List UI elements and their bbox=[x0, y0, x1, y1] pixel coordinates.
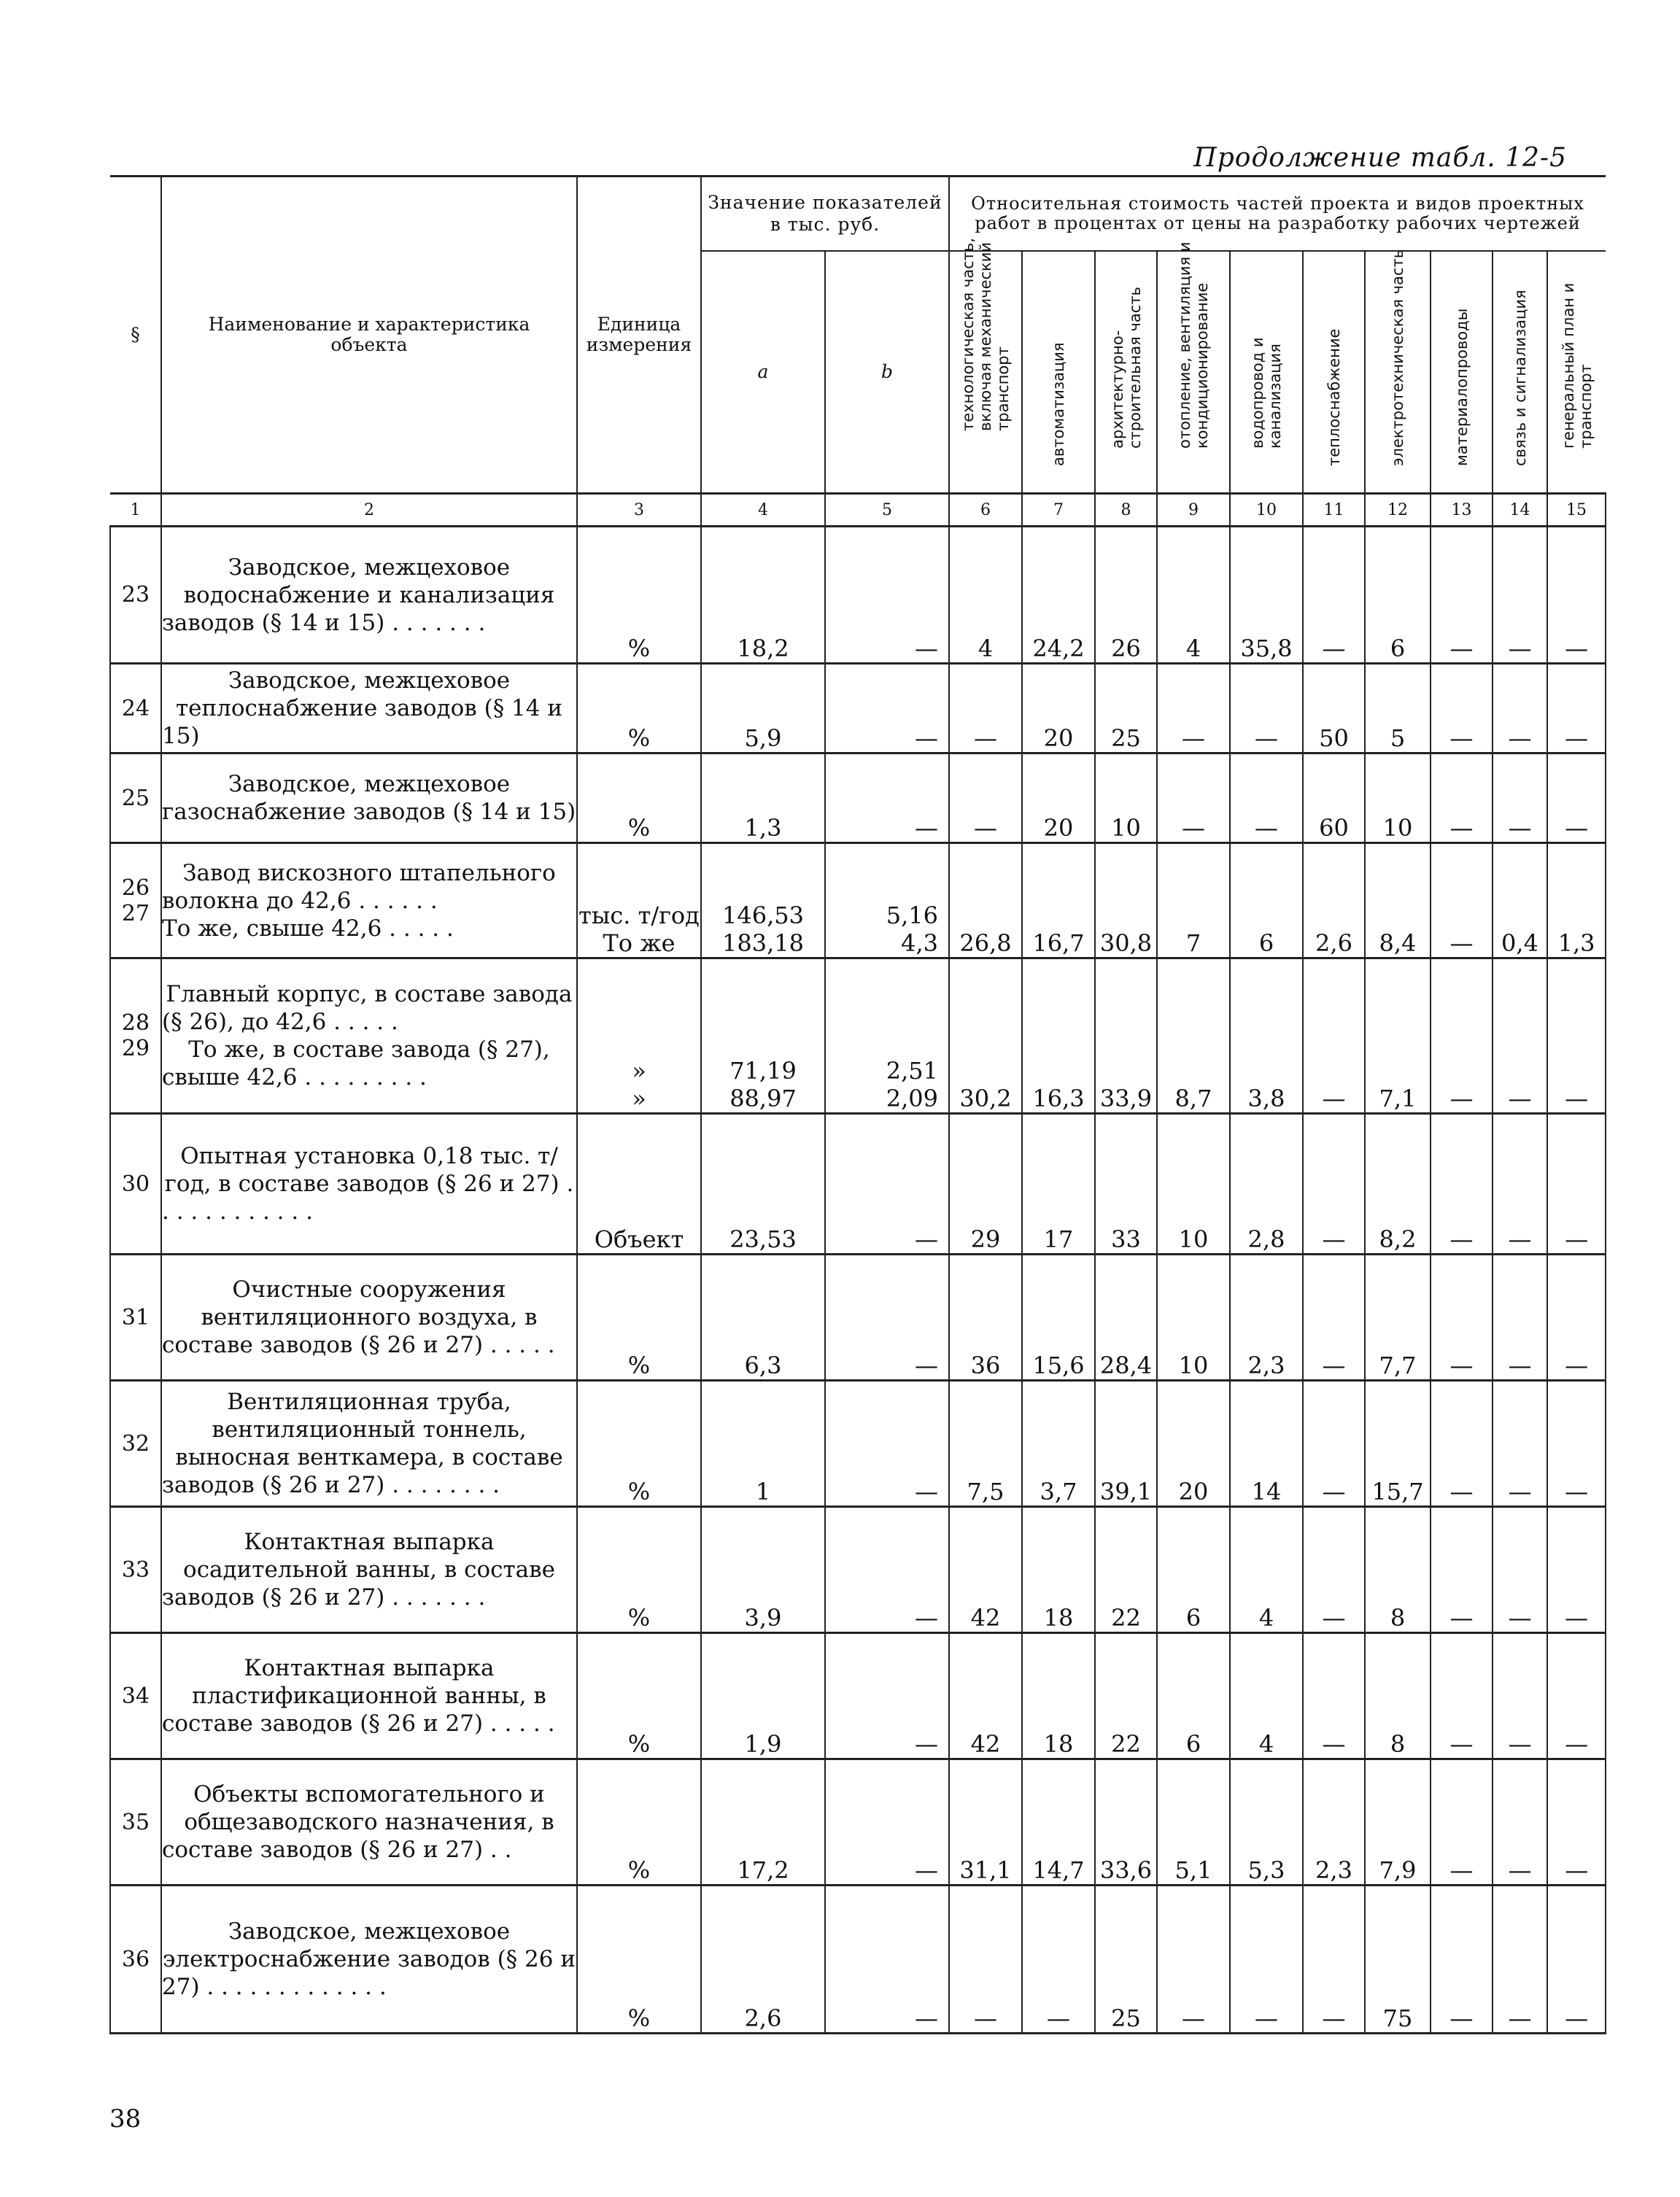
row-percent-col-15: — bbox=[1547, 1381, 1606, 1507]
row-object-name: Контактная выпарка пластификационной ванны, в составе заводов (§ 26 и 27) . . . . . bbox=[161, 1633, 577, 1759]
header-col-15-label: генеральный план и транспорт bbox=[1559, 282, 1595, 449]
row-section-number: 33 bbox=[110, 1507, 161, 1633]
row-section-number: 23 bbox=[110, 527, 161, 664]
col-num: 13 bbox=[1431, 494, 1493, 527]
row-value-b: — bbox=[825, 1886, 949, 2034]
row-value-a: 1 bbox=[701, 1381, 825, 1507]
row-percent-col-6: 36 bbox=[949, 1255, 1022, 1381]
col-num: 10 bbox=[1230, 494, 1303, 527]
row-unit: тыс. т/год То же bbox=[577, 843, 701, 958]
row-percent-col-9: 10 bbox=[1157, 1114, 1230, 1255]
row-percent-col-6: 42 bbox=[949, 1633, 1022, 1759]
row-object-name: Опытная установка 0,18 тыс. т/год, в составе заводов (§ 26 и 27) . . . . . . . . . . . . bbox=[161, 1114, 577, 1255]
row-value-a: 5,9 bbox=[701, 664, 825, 753]
row-percent-col-11: 2,6 bbox=[1303, 843, 1365, 958]
row-percent-col-8: 25 bbox=[1095, 1886, 1157, 2034]
table-row bbox=[110, 527, 1606, 664]
row-percent-col-7: — bbox=[1022, 1886, 1095, 2034]
row-section-number: 26 27 bbox=[110, 843, 161, 958]
row-object-name: Завод вискозного штапельного волокна до 42,6 . . . . . . То же, свыше 42,6 . . . . . bbox=[161, 843, 577, 958]
row-value-a: 146,53 183,18 bbox=[701, 843, 825, 958]
row-percent-col-12: 6 bbox=[1365, 527, 1431, 664]
header-col-9-label: отопление, вентиляция и кондиционирование bbox=[1176, 241, 1211, 449]
table-continuation-caption: Продолжение табл. 12-5 bbox=[1193, 143, 1567, 173]
row-percent-col-8: 30,8 bbox=[1095, 843, 1157, 958]
row-value-a: 18,2 bbox=[701, 527, 825, 664]
row-percent-col-9: 7 bbox=[1157, 843, 1230, 958]
col-num: 14 bbox=[1493, 494, 1547, 527]
row-value-b: — bbox=[825, 753, 949, 843]
row-value-b: 2,51 2,09 bbox=[825, 958, 949, 1114]
col-num: 15 bbox=[1547, 494, 1606, 527]
header-col-8 bbox=[1095, 251, 1157, 494]
row-unit: % bbox=[577, 1255, 701, 1381]
row-object-name: Заводское, межцеховое газоснабжение заводов (§ 14 и 15) bbox=[161, 753, 577, 843]
row-percent-col-10: 3,8 bbox=[1230, 958, 1303, 1114]
row-value-b: — bbox=[825, 664, 949, 753]
row-percent-col-11: — bbox=[1303, 1507, 1365, 1633]
row-object-name: Заводское, межцеховое водоснабжение и канализация заводов (§ 14 и 15) . . . . . . . bbox=[161, 527, 577, 664]
row-percent-col-15: — bbox=[1547, 1114, 1606, 1255]
row-percent-col-12: 75 bbox=[1365, 1886, 1431, 2034]
row-section-number: 31 bbox=[110, 1255, 161, 1381]
row-percent-col-7: 14,7 bbox=[1022, 1759, 1095, 1886]
row-section-number: 34 bbox=[110, 1633, 161, 1759]
row-percent-col-13: — bbox=[1431, 1255, 1493, 1381]
row-percent-col-6: 4 bbox=[949, 527, 1022, 664]
row-percent-col-8: 10 bbox=[1095, 753, 1157, 843]
column-number-row bbox=[110, 494, 1606, 527]
row-percent-col-7: 15,6 bbox=[1022, 1255, 1095, 1381]
row-percent-col-9: — bbox=[1157, 664, 1230, 753]
table-row bbox=[110, 843, 1606, 958]
col-num: 12 bbox=[1365, 494, 1431, 527]
row-value-a: 71,19 88,97 bbox=[701, 958, 825, 1114]
table-row bbox=[110, 1381, 1606, 1507]
row-percent-col-8: 22 bbox=[1095, 1633, 1157, 1759]
row-percent-col-10: 4 bbox=[1230, 1633, 1303, 1759]
row-value-b: — bbox=[825, 527, 949, 664]
row-percent-col-15: — bbox=[1547, 1633, 1606, 1759]
row-percent-col-14: — bbox=[1493, 1255, 1547, 1381]
row-percent-col-11: 2,3 bbox=[1303, 1759, 1365, 1886]
row-percent-col-6: 30,2 bbox=[949, 958, 1022, 1114]
row-percent-col-15: — bbox=[1547, 1255, 1606, 1381]
row-percent-col-10: 35,8 bbox=[1230, 527, 1303, 664]
cost-table bbox=[109, 175, 1606, 2034]
row-percent-col-6: 29 bbox=[949, 1114, 1022, 1255]
row-unit: % bbox=[577, 1886, 701, 2034]
table-row bbox=[110, 1633, 1606, 1759]
row-percent-col-13: — bbox=[1431, 1759, 1493, 1886]
row-percent-col-11: — bbox=[1303, 1381, 1365, 1507]
col-num: 11 bbox=[1303, 494, 1365, 527]
table-row bbox=[110, 664, 1606, 753]
row-percent-col-15: — bbox=[1547, 527, 1606, 664]
row-percent-col-11: — bbox=[1303, 1114, 1365, 1255]
row-unit: % bbox=[577, 753, 701, 843]
row-percent-col-9: 8,7 bbox=[1157, 958, 1230, 1114]
row-percent-col-15: — bbox=[1547, 1886, 1606, 2034]
row-percent-col-9: — bbox=[1157, 753, 1230, 843]
row-percent-col-10: 4 bbox=[1230, 1507, 1303, 1633]
header-col-14 bbox=[1493, 251, 1547, 494]
header-col-13-label: материалопроводы bbox=[1452, 308, 1471, 466]
row-unit: % bbox=[577, 664, 701, 753]
header-col-7 bbox=[1022, 251, 1095, 494]
row-value-a: 6,3 bbox=[701, 1255, 825, 1381]
row-percent-col-11: — bbox=[1303, 527, 1365, 664]
row-percent-col-15: — bbox=[1547, 1759, 1606, 1886]
row-percent-col-6: — bbox=[949, 1886, 1022, 2034]
header-col-12 bbox=[1365, 251, 1431, 494]
row-percent-col-9: 10 bbox=[1157, 1255, 1230, 1381]
row-percent-col-13: — bbox=[1431, 753, 1493, 843]
row-object-name: Очистные сооружения вентиляционного воздуха, в составе заводов (§ 26 и 27) . . . . . bbox=[161, 1255, 577, 1381]
row-percent-col-14: — bbox=[1493, 527, 1547, 664]
row-percent-col-14: — bbox=[1493, 664, 1547, 753]
row-value-b: — bbox=[825, 1633, 949, 1759]
row-object-name: Главный корпус, в составе завода (§ 26), до 42,6 . . . . . То же, в составе завода (§ 27), свыше 42,6 . . . . . . . . . bbox=[161, 958, 577, 1114]
row-value-a: 1,3 bbox=[701, 753, 825, 843]
row-percent-col-10: — bbox=[1230, 664, 1303, 753]
table-row bbox=[110, 958, 1606, 1114]
row-percent-col-6: — bbox=[949, 664, 1022, 753]
row-percent-col-15: — bbox=[1547, 958, 1606, 1114]
row-percent-col-7: 24,2 bbox=[1022, 527, 1095, 664]
row-percent-col-11: — bbox=[1303, 958, 1365, 1114]
table-row bbox=[110, 1114, 1606, 1255]
row-unit: % bbox=[577, 1381, 701, 1507]
row-section-number: 30 bbox=[110, 1114, 161, 1255]
header-col-7-label: автоматизация bbox=[1050, 342, 1067, 466]
row-percent-col-8: 33 bbox=[1095, 1114, 1157, 1255]
row-percent-col-10: 2,3 bbox=[1230, 1255, 1303, 1381]
row-percent-col-13: — bbox=[1431, 843, 1493, 958]
row-value-b: — bbox=[825, 1381, 949, 1507]
row-percent-col-15: — bbox=[1547, 753, 1606, 843]
row-section-number: 36 bbox=[110, 1886, 161, 2034]
row-value-b: 5,16 4,3 bbox=[825, 843, 949, 958]
col-num: 7 bbox=[1022, 494, 1095, 527]
header-col-10 bbox=[1230, 251, 1303, 494]
table-body bbox=[110, 527, 1606, 2034]
row-percent-col-9: 5,1 bbox=[1157, 1759, 1230, 1886]
row-percent-col-8: 33,9 bbox=[1095, 958, 1157, 1114]
col-num: 2 bbox=[161, 494, 577, 527]
row-percent-col-11: — bbox=[1303, 1886, 1365, 2034]
header-col-14-label: связь и сигнализация bbox=[1511, 290, 1529, 466]
row-percent-col-14: — bbox=[1493, 1381, 1547, 1507]
row-percent-col-7: 20 bbox=[1022, 664, 1095, 753]
row-percent-col-10: 6 bbox=[1230, 843, 1303, 958]
row-percent-col-14: — bbox=[1493, 1886, 1547, 2034]
row-percent-col-15: 1,3 bbox=[1547, 843, 1606, 958]
row-percent-col-14: — bbox=[1493, 958, 1547, 1114]
header-col-6 bbox=[949, 238, 1022, 494]
row-percent-col-12: 8,2 bbox=[1365, 1114, 1431, 1255]
row-percent-col-13: — bbox=[1431, 1114, 1493, 1255]
col-num: 3 bbox=[577, 494, 701, 527]
row-value-b: — bbox=[825, 1255, 949, 1381]
col-num: 9 bbox=[1157, 494, 1230, 527]
row-section-number: 28 29 bbox=[110, 958, 161, 1114]
row-value-b: — bbox=[825, 1114, 949, 1255]
row-unit: % bbox=[577, 527, 701, 664]
row-value-a: 2,6 bbox=[701, 1886, 825, 2034]
row-percent-col-12: 8 bbox=[1365, 1633, 1431, 1759]
row-value-a: 1,9 bbox=[701, 1633, 825, 1759]
row-percent-col-10: 2,8 bbox=[1230, 1114, 1303, 1255]
row-percent-col-8: 33,6 bbox=[1095, 1759, 1157, 1886]
row-value-a: 17,2 bbox=[701, 1759, 825, 1886]
col-num: 6 bbox=[949, 494, 1022, 527]
row-unit: % bbox=[577, 1759, 701, 1886]
header-section: § bbox=[110, 177, 161, 494]
row-percent-col-12: 8,4 bbox=[1365, 843, 1431, 958]
row-percent-col-14: — bbox=[1493, 753, 1547, 843]
row-percent-col-8: 28,4 bbox=[1095, 1255, 1157, 1381]
row-percent-col-6: — bbox=[949, 753, 1022, 843]
row-unit: » » bbox=[577, 958, 701, 1114]
row-percent-col-10: 5,3 bbox=[1230, 1759, 1303, 1886]
row-percent-col-15: — bbox=[1547, 1507, 1606, 1633]
row-object-name: Контактная выпарка осадительной ванны, в составе заводов (§ 26 и 27) . . . . . . . bbox=[161, 1507, 577, 1633]
row-section-number: 24 bbox=[110, 664, 161, 753]
row-percent-col-7: 16,7 bbox=[1022, 843, 1095, 958]
header-col-8-label: архитектурно-строительная часть bbox=[1108, 287, 1144, 449]
header-values-group: Значение показателей в тыс. руб. bbox=[701, 177, 949, 252]
row-percent-col-9: 4 bbox=[1157, 527, 1230, 664]
row-object-name: Вентиляционная труба, вентиляционный тоннель, выносная венткамера, в составе заводов (§ 26 и 27) . . . . . . . . bbox=[161, 1381, 577, 1507]
row-percent-col-14: 0,4 bbox=[1493, 843, 1547, 958]
row-percent-col-12: 7,1 bbox=[1365, 958, 1431, 1114]
row-percent-col-11: 60 bbox=[1303, 753, 1365, 843]
row-percent-col-9: — bbox=[1157, 1886, 1230, 2034]
row-percent-col-10: 14 bbox=[1230, 1381, 1303, 1507]
row-percent-col-7: 18 bbox=[1022, 1633, 1095, 1759]
header-relative-cost-group: Относительная стоимость частей проекта и видов проектных работ в процентах от цены на разработку рабочих чертежей bbox=[949, 177, 1606, 252]
row-percent-col-10: — bbox=[1230, 753, 1303, 843]
header-b: b bbox=[825, 251, 949, 494]
row-value-a: 23,53 bbox=[701, 1114, 825, 1255]
row-percent-col-8: 25 bbox=[1095, 664, 1157, 753]
row-percent-col-7: 20 bbox=[1022, 753, 1095, 843]
header-col-11-label: теплоснабжение bbox=[1325, 328, 1343, 466]
row-percent-col-7: 3,7 bbox=[1022, 1381, 1095, 1507]
table-row bbox=[110, 753, 1606, 843]
table-row bbox=[110, 1886, 1606, 2034]
row-percent-col-7: 16,3 bbox=[1022, 958, 1095, 1114]
row-percent-col-8: 26 bbox=[1095, 527, 1157, 664]
row-value-b: — bbox=[825, 1759, 949, 1886]
header-col-13 bbox=[1431, 251, 1493, 494]
row-percent-col-6: 31,1 bbox=[949, 1759, 1022, 1886]
row-percent-col-13: — bbox=[1431, 1633, 1493, 1759]
header-col-9 bbox=[1157, 241, 1230, 494]
header-unit: Единица измерения bbox=[577, 177, 701, 494]
row-percent-col-13: — bbox=[1431, 1886, 1493, 2034]
header-col-6-label: технологическая часть, включая механический транспорт bbox=[959, 238, 1012, 431]
row-unit: % bbox=[577, 1507, 701, 1633]
row-object-name: Объекты вспомогательного и общезаводского назначения, в составе заводов (§ 26 и 27) . . bbox=[161, 1759, 577, 1886]
row-object-name: Заводское, межцеховое теплоснабжение заводов (§ 14 и 15) bbox=[161, 664, 577, 753]
page-number: 38 bbox=[109, 2104, 142, 2134]
row-value-a: 3,9 bbox=[701, 1507, 825, 1633]
row-section-number: 25 bbox=[110, 753, 161, 843]
header-name: Наименование и характеристика объекта bbox=[161, 177, 577, 494]
row-percent-col-13: — bbox=[1431, 1381, 1493, 1507]
row-percent-col-11: — bbox=[1303, 1633, 1365, 1759]
header-col-10-label: водопровод и канализация bbox=[1249, 337, 1284, 449]
row-percent-col-8: 39,1 bbox=[1095, 1381, 1157, 1507]
row-percent-col-12: 10 bbox=[1365, 753, 1431, 843]
row-percent-col-9: 6 bbox=[1157, 1507, 1230, 1633]
row-percent-col-13: — bbox=[1431, 958, 1493, 1114]
row-percent-col-12: 8 bbox=[1365, 1507, 1431, 1633]
row-section-number: 32 bbox=[110, 1381, 161, 1507]
row-unit: % bbox=[577, 1633, 701, 1759]
row-percent-col-6: 26,8 bbox=[949, 843, 1022, 958]
row-percent-col-14: — bbox=[1493, 1633, 1547, 1759]
row-percent-col-12: 7,7 bbox=[1365, 1255, 1431, 1381]
col-num: 4 bbox=[701, 494, 825, 527]
header-col-12-label: электротехническая часть bbox=[1389, 249, 1406, 466]
row-percent-col-13: — bbox=[1431, 664, 1493, 753]
row-percent-col-12: 5 bbox=[1365, 664, 1431, 753]
row-percent-col-7: 17 bbox=[1022, 1114, 1095, 1255]
header-col-11 bbox=[1303, 251, 1365, 494]
row-object-name: Заводское, межцеховое электроснабжение заводов (§ 26 и 27) . . . . . . . . . . . . . bbox=[161, 1886, 577, 2034]
row-percent-col-12: 7,9 bbox=[1365, 1759, 1431, 1886]
table-row bbox=[110, 1255, 1606, 1381]
header-a: a bbox=[701, 251, 825, 494]
row-percent-col-11: 50 bbox=[1303, 664, 1365, 753]
row-percent-col-7: 18 bbox=[1022, 1507, 1095, 1633]
row-percent-col-14: — bbox=[1493, 1114, 1547, 1255]
row-percent-col-12: 15,7 bbox=[1365, 1381, 1431, 1507]
row-percent-col-6: 7,5 bbox=[949, 1381, 1022, 1507]
row-percent-col-11: — bbox=[1303, 1255, 1365, 1381]
col-num: 5 bbox=[825, 494, 949, 527]
col-num: 8 bbox=[1095, 494, 1157, 527]
col-num: 1 bbox=[110, 494, 161, 527]
row-percent-col-9: 6 bbox=[1157, 1633, 1230, 1759]
table-row bbox=[110, 1507, 1606, 1633]
row-unit: Объект bbox=[577, 1114, 701, 1255]
row-percent-col-10: — bbox=[1230, 1886, 1303, 2034]
row-value-b: — bbox=[825, 1507, 949, 1633]
row-percent-col-15: — bbox=[1547, 664, 1606, 753]
row-percent-col-8: 22 bbox=[1095, 1507, 1157, 1633]
row-section-number: 35 bbox=[110, 1759, 161, 1886]
table-row bbox=[110, 1759, 1606, 1886]
header-col-15 bbox=[1547, 251, 1606, 494]
row-percent-col-9: 20 bbox=[1157, 1381, 1230, 1507]
row-percent-col-14: — bbox=[1493, 1507, 1547, 1633]
row-percent-col-14: — bbox=[1493, 1759, 1547, 1886]
row-percent-col-6: 42 bbox=[949, 1507, 1022, 1633]
row-percent-col-13: — bbox=[1431, 527, 1493, 664]
row-percent-col-13: — bbox=[1431, 1507, 1493, 1633]
